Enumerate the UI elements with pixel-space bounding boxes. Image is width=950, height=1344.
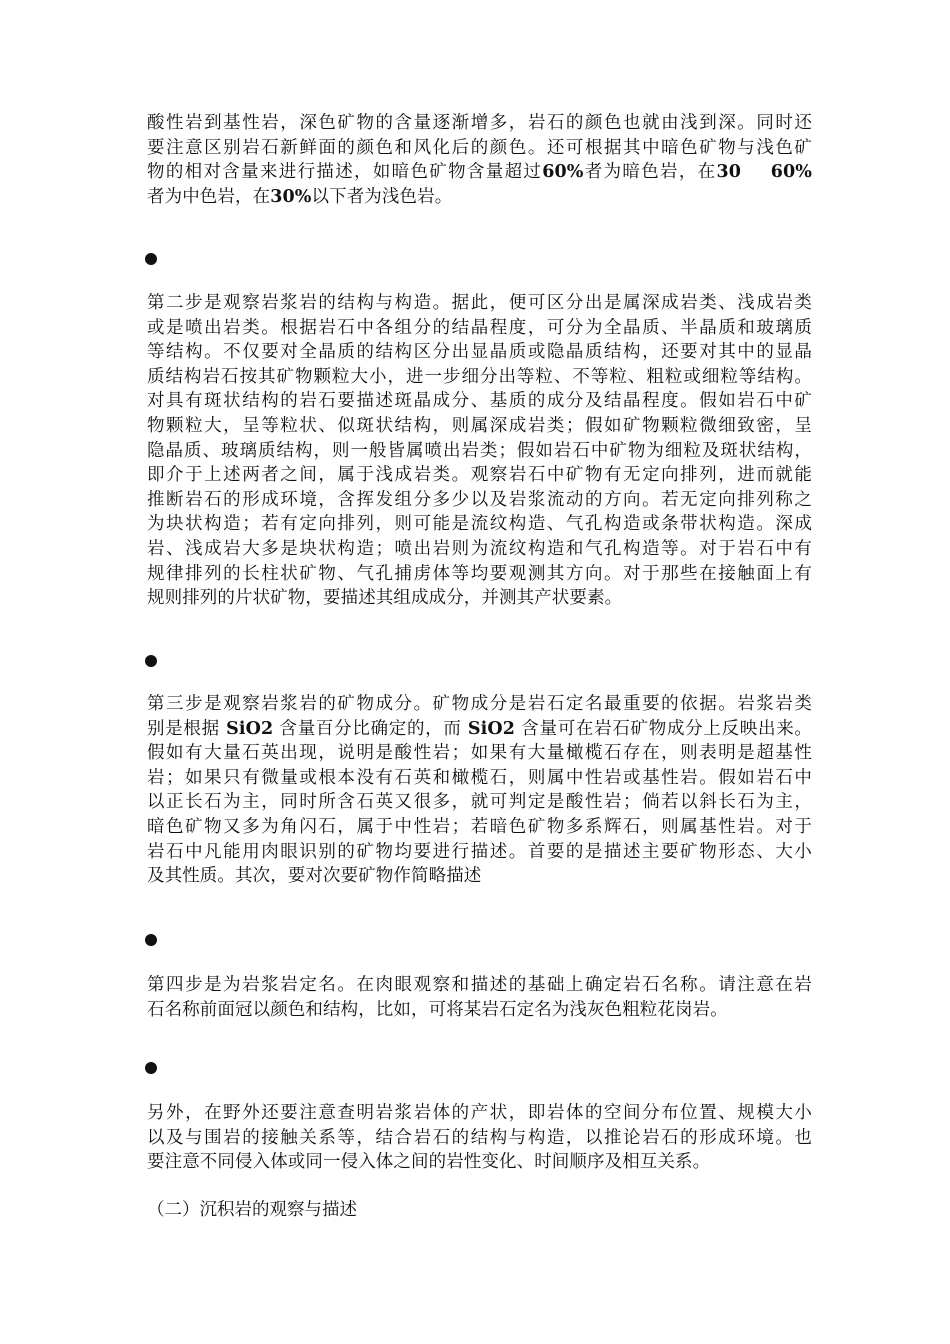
text-line: 第二步是观察岩浆岩的结构与构造。据此，便可区分出是属深成岩类、浅成岩类 — [147, 293, 812, 313]
text-line: 第三步是观察岩浆岩的矿物成分。矿物成分是岩石定名最重要的依据。岩浆岩类 — [147, 694, 812, 714]
bullet-dot — [145, 934, 157, 946]
text-line: 以正长石为主，同时所含石英又很多，就可判定是酸性岩；倘若以斜长石为主， — [147, 792, 812, 813]
paragraph-rock-color — [147, 111, 812, 209]
bullet-dot — [145, 1062, 157, 1074]
text-line: 者为中色岩，在30%以下者为浅色岩。 — [147, 186, 453, 207]
text-line: 另外，在野外还要注意查明岩浆岩体的产状，即岩体的空间分布位置、规模大小 — [147, 1103, 812, 1123]
text-line: 规律排列的长柱状矿物、气孔捕虏体等均要观测其方向。对于那些在接触面上有 — [147, 563, 812, 584]
text-line: 规则排列的片状矿物，要描述其组成成分，并测其产状要素。 — [147, 588, 623, 609]
text-line: 为块状构造；若有定向排列，则可能是流纹构造、气孔构造或条带状构造。深成 — [147, 514, 812, 535]
text-line: 等结构。不仅要对全晶质的结构区分出显晶质或隐晶质结构，还要对其中的显晶 — [147, 342, 812, 363]
text-line: 对具有斑状结构的岩石要描述斑晶成分、基质的成分及结晶程度。假如岩石中矿 — [147, 391, 812, 412]
text-line: 或是喷出岩类。根据岩石中各组分的结晶程度，可分为全晶质、半晶质和玻璃质 — [147, 317, 812, 338]
percent-range: 30 60% — [716, 162, 812, 183]
text-line: 要注意不同侵入体或同一侵入体之间的岩性变化、时间顺序及相互关系。 — [147, 1152, 711, 1173]
text-line: 岩、浅成岩大多是块状构造；喷出岩则为流纹构造和气孔构造等。对于岩石中有 — [147, 538, 812, 559]
text-line: 要注意区别岩石新鲜面的颜色和风化后的颜色。还可根据其中暗色矿物与浅色矿 — [147, 137, 812, 158]
paragraph-occurrence — [147, 1101, 812, 1175]
text-line: 隐晶质、玻璃质结构，则一般皆属喷出岩类；假如岩石中矿物为细粒及斑状结构， — [147, 440, 812, 461]
sio2-term: SiO2 — [226, 718, 274, 739]
text-line: 推断岩石的形成环境，含挥发组分多少以及岩浆流动的方向。若无定向排列称之 — [147, 489, 812, 510]
text-line: 及其性质。其次，要对次要矿物作简略描述 — [147, 866, 482, 887]
text-line: 物颗粒大，呈等粒状、似斑状结构，则属深成岩类；假如矿物颗粒微细致密，呈 — [147, 415, 812, 436]
section-heading: （二）沉积岩的观察与描述 — [147, 1200, 357, 1220]
text-line: 第四步是为岩浆岩定名。在肉眼观察和描述的基础上确定岩石名称。请注意在岩 — [147, 975, 812, 995]
text-line: 岩石中凡能用肉眼识别的矿物均要进行描述。首要的是描述主要矿物形态、大小 — [147, 841, 812, 862]
text-line: 别是根据 SiO2 含量百分比确定的，而 SiO2 含量可在岩石矿物成分上反映出来。 — [147, 718, 813, 739]
sio2-term: SiO2 — [467, 718, 515, 739]
bullet-dot — [145, 655, 157, 667]
text-line: 即介于上述两者之间，属于浅成岩类。观察岩石中矿物有无定向排列，进而就能 — [147, 465, 812, 486]
paragraph-step-three — [147, 692, 812, 889]
percent-60: 60% — [542, 162, 584, 183]
text-line: 暗色矿物又多为角闪石，属于中性岩；若暗色矿物多系辉石，则属基性岩。对于 — [147, 816, 812, 837]
percent-30: 30% — [270, 186, 312, 207]
text-line: 质结构岩石按其矿物颗粒大小，进一步细分出等粒、不等粒、粗粒或细粒等结构。 — [147, 366, 812, 387]
text-line: 岩；如果只有微量或根本没有石英和橄榄石，则属中性岩或基性岩。假如岩石中 — [147, 767, 812, 788]
text-line: 酸性岩到基性岩，深色矿物的含量逐渐增多，岩石的颜色也就由浅到深。同时还 — [147, 113, 812, 133]
paragraph-step-four — [147, 973, 812, 1022]
text-line: 以及与围岩的接触关系等，结合岩石的结构与构造，以推论岩石的形成环境。也 — [147, 1127, 812, 1148]
text-line: 石名称前面冠以颜色和结构，比如，可将某岩石定名为浅灰色粗粒花岗岩。 — [147, 999, 728, 1020]
text-line: 假如有大量石英出现，说明是酸性岩；如果有大量橄榄石存在，则表明是超基性 — [147, 743, 812, 764]
bullet-dot — [145, 253, 157, 265]
paragraph-step-two — [147, 291, 812, 611]
text-line: 物的相对含量来进行描述，如暗色矿物含量超过60%者为暗色岩，在30 60% — [147, 162, 812, 183]
